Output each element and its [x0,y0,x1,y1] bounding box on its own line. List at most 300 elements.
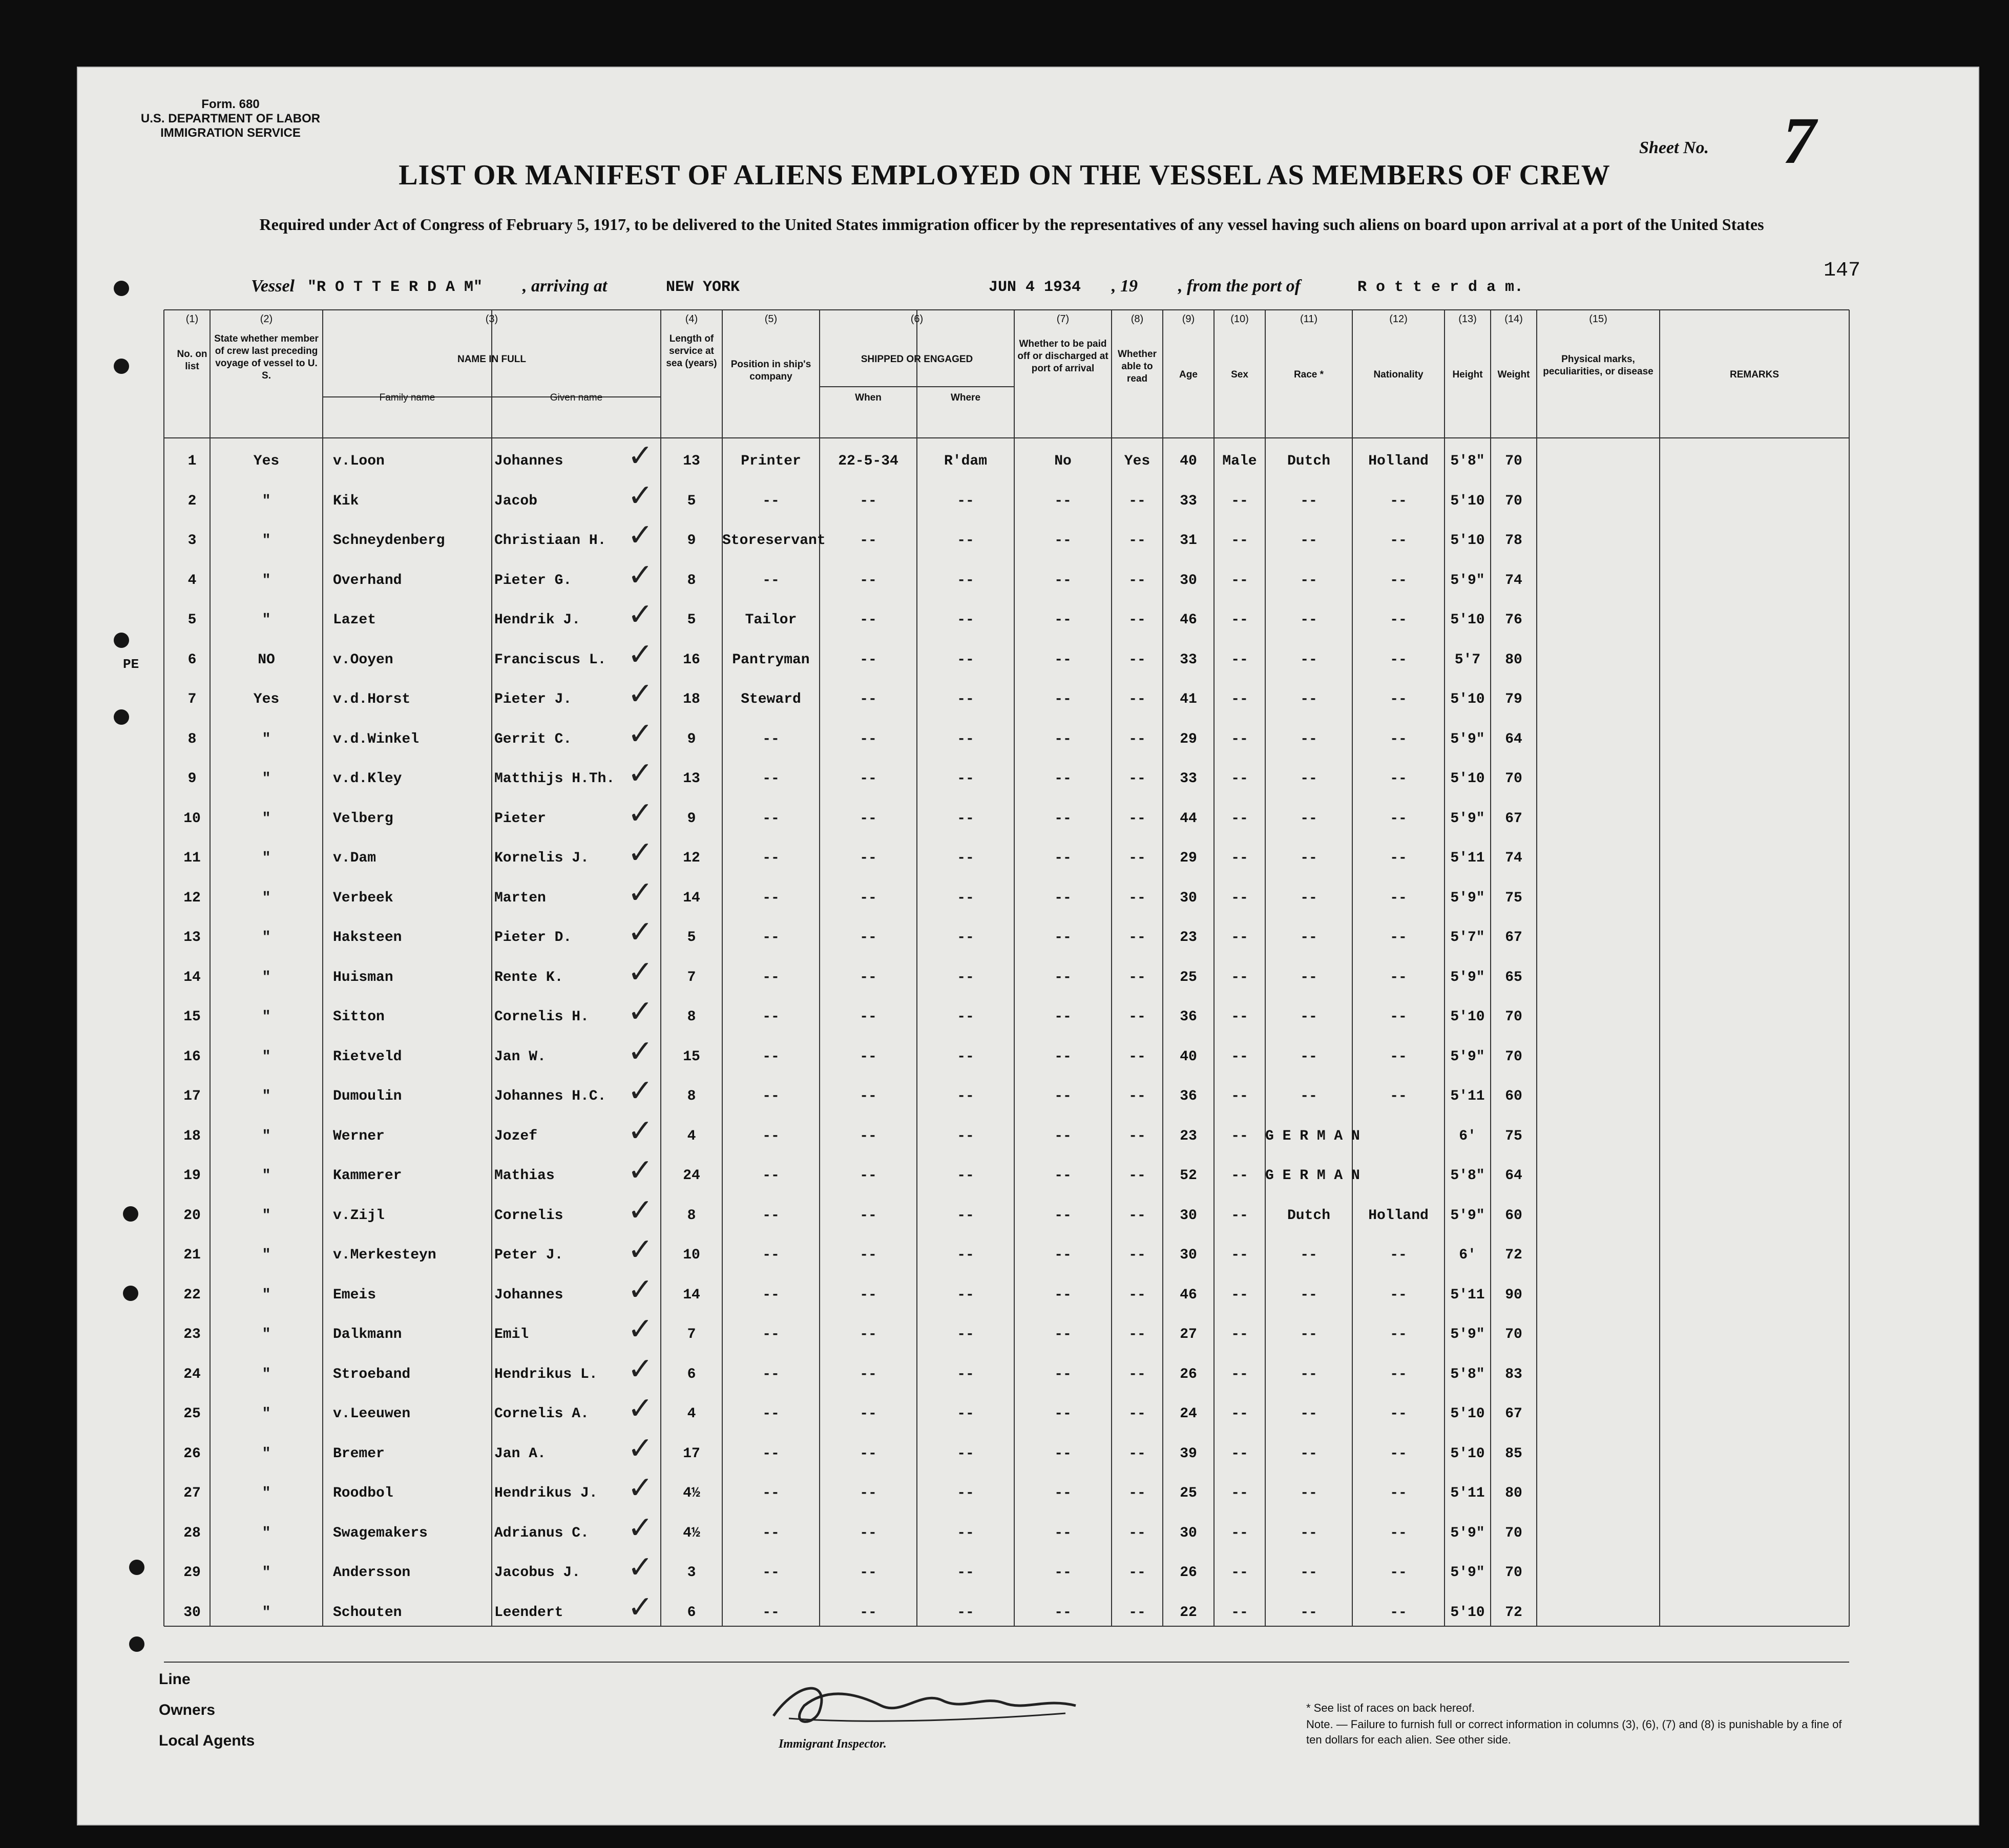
cell-height: 5'11 [1450,850,1485,866]
cell-position: -- [762,493,780,509]
cell-nat: Holland [1368,453,1429,469]
checkmark-icon: ✓ [627,1549,654,1585]
cell-where: -- [957,1327,974,1342]
cell-service: 9 [687,810,696,827]
cell-prev: " [262,1445,271,1462]
vessel-label: Vessel [251,277,295,296]
cell-prev: " [262,1048,271,1065]
cell-height: 5'9" [1450,1525,1485,1541]
cell-sex: -- [1231,969,1248,985]
cell-when: -- [860,771,877,787]
cell-service: 9 [687,533,696,549]
cell-where: -- [957,652,974,668]
cell-age: 36 [1180,1088,1197,1104]
cell-position: -- [762,1406,780,1422]
cell-race: -- [1300,850,1317,866]
cell-paid: -- [1054,1048,1072,1065]
cell-family: Dalkmann [333,1327,402,1342]
cell-read: -- [1128,771,1146,787]
cell-nat: -- [1390,1406,1407,1422]
cell-prev: " [262,493,271,509]
cell-family: v.Dam [333,850,376,866]
cell-given: Mathias [494,1168,555,1184]
cell-no: 26 [183,1445,201,1462]
col-header-service: Length of service at sea (years) [666,333,717,369]
cell-no: 1 [187,453,197,469]
cell-age: 33 [1180,771,1197,787]
col-header-sex: Sex [1231,369,1248,380]
cell-sex: -- [1231,731,1248,747]
cell-position: -- [762,850,780,866]
cell-position: Steward [741,691,801,707]
cell-prev: Yes [253,691,280,707]
cell-height: 5'9" [1450,1048,1485,1065]
cell-weight: 70 [1505,1525,1522,1541]
cell-when: -- [860,1088,877,1104]
cell-where: -- [957,1406,974,1422]
inspector-label: Immigrant Inspector. [779,1737,887,1751]
cell-race: G E R M A N [1265,1128,1360,1144]
service: IMMIGRATION SERVICE [160,126,301,140]
cell-weight: 80 [1505,652,1522,668]
cell-nat: -- [1390,890,1407,906]
cell-when: -- [860,1327,877,1342]
cell-no: 13 [183,930,201,946]
cell-no: 15 [183,1009,201,1025]
cell-family: v.Loon [333,453,385,469]
cell-prev: " [262,771,271,787]
checkmark-icon: ✓ [627,954,654,990]
cell-no: 29 [183,1565,201,1581]
cell-read: -- [1128,1525,1146,1541]
cell-prev: " [262,969,271,985]
cell-service: 7 [687,1327,696,1342]
sheet-label: Sheet No. [1639,138,1709,157]
cell-prev: " [262,1009,271,1025]
cell-weight: 70 [1505,453,1522,469]
cell-prev: Yes [253,453,280,469]
cell-no: 10 [183,810,201,827]
cell-read: -- [1128,850,1146,866]
cell-service: 8 [687,572,696,589]
cell-where: -- [957,771,974,787]
cell-paid: -- [1054,1485,1072,1501]
cell-age: 40 [1180,1048,1197,1065]
cell-where: -- [957,1247,974,1263]
cell-family: Overhand [333,572,402,589]
col-num-7: (7) [1056,313,1070,325]
cell-height: 5'9" [1450,1327,1485,1342]
cell-age: 39 [1180,1445,1197,1462]
cell-when: -- [860,533,877,549]
cell-no: 20 [183,1207,201,1224]
footer-agents-label: Local Agents [159,1732,255,1749]
cell-weight: 70 [1505,1048,1522,1065]
cell-read: -- [1128,930,1146,946]
cell-where: -- [957,1366,974,1382]
cell-when: -- [860,930,877,946]
cell-no: 25 [183,1406,201,1422]
cell-nat: -- [1390,1287,1407,1303]
cell-age: 30 [1180,1247,1197,1263]
cell-where: -- [957,1207,974,1224]
cell-family: Schouten [333,1604,402,1621]
cell-race: -- [1300,1366,1317,1382]
cell-given: Jacobus J. [494,1565,581,1581]
cell-given: Hendrikus L. [494,1366,598,1382]
cell-position: -- [762,1485,780,1501]
checkmark-icon: ✓ [627,597,654,633]
cell-weight: 60 [1505,1207,1522,1224]
cell-given: Christiaan H. [494,533,606,549]
cell-paid: -- [1054,1525,1072,1541]
cell-read: -- [1128,493,1146,509]
cell-family: Rietveld [333,1048,402,1065]
footer-line-label: Line [159,1671,191,1688]
col-header-position: Position in ship's company [730,359,811,382]
cell-age: 25 [1180,1485,1197,1501]
cell-position: -- [762,1604,780,1621]
cell-when: -- [860,1525,877,1541]
page-title: LIST OR MANIFEST OF ALIENS EMPLOYED ON THE VESSEL AS MEMBERS OF CREW [399,159,1610,191]
cell-weight: 67 [1505,930,1522,946]
cell-height: 5'9" [1450,810,1485,827]
cell-family: Stroeband [333,1366,411,1382]
cell-nat: -- [1390,1366,1407,1382]
col-header-given-name: Given name [550,392,603,403]
cell-read: -- [1128,1366,1146,1382]
cell-race: -- [1300,1009,1317,1025]
cell-service: 3 [687,1565,696,1581]
cell-paid: -- [1054,731,1072,747]
checkmark-icon: ✓ [627,1311,654,1347]
cell-no: 30 [183,1604,201,1621]
cell-service: 10 [683,1247,700,1263]
cell-race: -- [1300,930,1317,946]
cell-race: -- [1300,652,1317,668]
cell-prev: " [262,731,271,747]
cell-read: -- [1128,810,1146,827]
cell-when: -- [860,572,877,589]
cell-given: Pieter J. [494,691,572,707]
checkmark-icon: ✓ [627,1589,654,1625]
cell-sex: -- [1231,691,1248,707]
cell-weight: 83 [1505,1366,1522,1382]
cell-sex: -- [1231,930,1248,946]
cell-age: 30 [1180,572,1197,589]
cell-prev: " [262,572,271,589]
checkmark-icon: ✓ [627,835,654,871]
cell-weight: 70 [1505,493,1522,509]
cell-where: -- [957,930,974,946]
cell-nat: -- [1390,1525,1407,1541]
cell-given: Hendrikus J. [494,1485,598,1501]
cell-service: 8 [687,1088,696,1104]
cell-read: Yes [1124,453,1150,469]
col-num-9: (9) [1182,313,1195,325]
cell-nat: -- [1390,533,1407,549]
cell-paid: -- [1054,890,1072,906]
cell-nat: -- [1390,1247,1407,1263]
cell-paid: -- [1054,1247,1072,1263]
cell-when: -- [860,731,877,747]
cell-no: 23 [183,1327,201,1342]
cell-where: -- [957,810,974,827]
cell-when: -- [860,1406,877,1422]
checkmark-icon: ✓ [627,716,654,752]
cell-family: Bremer [333,1445,385,1462]
cell-race: -- [1300,969,1317,985]
cell-service: 18 [683,691,700,707]
cell-where: -- [957,1048,974,1065]
cell-when: -- [860,1128,877,1144]
cell-where: -- [957,1604,974,1621]
cell-paid: -- [1054,533,1072,549]
col-num-8: (8) [1131,313,1144,325]
cell-paid: -- [1054,1406,1072,1422]
cell-nat: -- [1390,652,1407,668]
cell-position: -- [762,1327,780,1342]
cell-sex: -- [1231,1168,1248,1184]
cell-position: -- [762,1287,780,1303]
cell-nat: -- [1390,930,1407,946]
footnote-penalty: Note. — Failure to furnish full or correct information in columns (3), (6), (7) and (8) is punishable by a fine of ten dollars for each alien. See other side. [1306,1718,1842,1746]
checkmark-icon: ✓ [627,795,654,831]
cell-sex: -- [1231,1287,1248,1303]
checkmark-icon: ✓ [627,1271,654,1308]
cell-race: -- [1300,1287,1317,1303]
col-header-family-name: Family name [379,392,435,403]
cell-age: 25 [1180,969,1197,985]
cell-height: 5'10 [1450,493,1485,509]
from-port-label: , from the port of [1178,277,1301,296]
cell-no: 21 [183,1247,201,1263]
cell-when: -- [860,691,877,707]
cell-when: -- [860,890,877,906]
cell-when: -- [860,612,877,628]
cell-prev: " [262,1168,271,1184]
cell-height: 5'9" [1450,1207,1485,1224]
cell-height: 5'9" [1450,890,1485,906]
cell-sex: -- [1231,1327,1248,1342]
cell-family: Huisman [333,969,393,985]
cell-paid: No [1054,453,1072,469]
cell-race: -- [1300,691,1317,707]
cell-sex: -- [1231,1207,1248,1224]
cell-family: v.Ooyen [333,652,393,668]
col-header-when: When [855,392,882,403]
cell-family: Dumoulin [333,1088,402,1104]
cell-family: Verbeek [333,890,393,906]
cell-given: Cornelis A. [494,1406,589,1422]
cell-family: Lazet [333,612,376,628]
cell-read: -- [1128,572,1146,589]
cell-position: -- [762,890,780,906]
cell-family: v.d.Kley [333,771,402,787]
cell-read: -- [1128,1009,1146,1025]
departure-port: R o t t e r d a m. [1357,279,1524,296]
cell-position: -- [762,731,780,747]
cell-given: Pieter G. [494,572,572,589]
cell-prev: " [262,1128,271,1144]
cell-when: -- [860,810,877,827]
cell-paid: -- [1054,691,1072,707]
cell-weight: 75 [1505,1128,1522,1144]
cell-position: Pantryman [732,652,810,668]
cell-position: -- [762,1207,780,1224]
cell-where: -- [957,612,974,628]
cell-age: 40 [1180,453,1197,469]
cell-read: -- [1128,731,1146,747]
cell-given: Franciscus L. [494,652,606,668]
cell-given: Kornelis J. [494,850,589,866]
cell-paid: -- [1054,850,1072,866]
cell-service: 8 [687,1009,696,1025]
cell-given: Pieter [494,810,546,827]
cell-where: -- [957,1525,974,1541]
cell-read: -- [1128,1485,1146,1501]
cell-paid: -- [1054,572,1072,589]
cell-prev: " [262,1366,271,1382]
cell-service: 4 [687,1128,696,1144]
cell-where: -- [957,493,974,509]
cell-no: 19 [183,1168,201,1184]
cell-age: 24 [1180,1406,1197,1422]
cell-where: -- [957,1168,974,1184]
col-num-3: (3) [485,313,498,325]
cell-when: -- [860,1287,877,1303]
cell-prev: " [262,533,271,549]
col-num-2: (2) [260,313,273,325]
cell-no: 7 [187,691,197,707]
cell-family: Swagemakers [333,1525,428,1541]
cell-where: -- [957,1287,974,1303]
cell-height: 6' [1459,1247,1476,1263]
cell-service: 4 [687,1406,696,1422]
cell-no: 9 [187,771,197,787]
cell-age: 33 [1180,652,1197,668]
cell-age: 46 [1180,1287,1197,1303]
cell-weight: 67 [1505,1406,1522,1422]
cell-position: -- [762,1247,780,1263]
checkmark-icon: ✓ [627,438,654,474]
cell-where: -- [957,969,974,985]
cell-given: Pieter D. [494,930,572,946]
cell-when: -- [860,1247,877,1263]
cell-read: -- [1128,533,1146,549]
cell-read: -- [1128,1247,1146,1263]
cell-height: 5'10 [1450,1445,1485,1462]
cell-race: Dutch [1287,453,1330,469]
cell-race: -- [1300,731,1317,747]
cell-paid: -- [1054,1207,1072,1224]
cell-weight: 90 [1505,1287,1522,1303]
checkmark-icon: ✓ [627,1033,654,1069]
cell-age: 36 [1180,1009,1197,1025]
cell-where: -- [957,533,974,549]
cell-prev: " [262,890,271,906]
cell-no: 17 [183,1088,201,1104]
cell-when: -- [860,493,877,509]
cell-age: 23 [1180,930,1197,946]
cell-paid: -- [1054,1445,1072,1462]
cell-race: -- [1300,1406,1317,1422]
cell-sex: -- [1231,810,1248,827]
cell-sex: -- [1231,652,1248,668]
cell-sex: -- [1231,1485,1248,1501]
cell-age: 26 [1180,1565,1197,1581]
cell-age: 29 [1180,731,1197,747]
cell-nat: -- [1390,1327,1407,1342]
col-header-physical-marks: Physical marks, peculiarities, or disease [1543,354,1654,377]
cell-service: 14 [683,1287,700,1303]
col-header-paid-off: Whether to be paid off or discharged at port of arrival [1017,339,1108,374]
cell-nat: -- [1390,493,1407,509]
footer-owners-label: Owners [159,1702,216,1718]
cell-age: 22 [1180,1604,1197,1621]
cell-weight: 75 [1505,890,1522,906]
cell-race: -- [1300,1565,1317,1581]
cell-race: -- [1300,1604,1317,1621]
cell-sex: -- [1231,533,1248,549]
cell-service: 9 [687,731,696,747]
cell-paid: -- [1054,810,1072,827]
cell-position: -- [762,1009,780,1025]
cell-prev: " [262,612,271,628]
cell-height: 5'8" [1450,1168,1485,1184]
cell-family: Emeis [333,1287,376,1303]
cell-read: -- [1128,1445,1146,1462]
cell-position: -- [762,1128,780,1144]
cell-sex: -- [1231,1604,1248,1621]
cell-nat: Holland [1368,1207,1429,1224]
checkmark-icon: ✓ [627,517,654,553]
cell-no: 5 [187,612,197,628]
cell-given: Peter J. [494,1247,563,1263]
page-subtitle: Required under Act of Congress of February 5, 1917, to be delivered to the United States immigration officer by the representatives of any vessel having such aliens on board upon arrival at a port of the United States [259,215,1764,234]
cell-where: -- [957,1128,974,1144]
cell-sex: -- [1231,1445,1248,1462]
cell-position: -- [762,930,780,946]
cell-paid: -- [1054,930,1072,946]
cell-race: -- [1300,572,1317,589]
cell-race: G E R M A N [1265,1168,1360,1184]
cell-read: -- [1128,1207,1146,1224]
cell-read: -- [1128,612,1146,628]
cell-paid: -- [1054,1565,1072,1581]
cell-position: -- [762,1048,780,1065]
cell-weight: 74 [1505,572,1522,589]
col-num-13: (13) [1458,313,1477,325]
cell-sex: -- [1231,572,1248,589]
cell-given: Cornelis [494,1207,563,1224]
col-num-5: (5) [764,313,778,325]
cell-race: -- [1300,1088,1317,1104]
checkmark-icon: ✓ [627,874,654,911]
cell-no: 16 [183,1048,201,1065]
cell-weight: 76 [1505,612,1522,628]
checkmark-icon: ✓ [627,636,654,673]
cell-height: 5'9" [1450,1565,1485,1581]
cell-height: 5'10 [1450,612,1485,628]
cell-weight: 64 [1505,731,1522,747]
cell-nat: -- [1390,850,1407,866]
cell-sex: Male [1222,453,1257,469]
checkmark-icon: ✓ [627,755,654,791]
cell-service: 5 [687,930,696,946]
cell-race: -- [1300,1525,1317,1541]
form-number: Form. 680 [201,97,260,111]
